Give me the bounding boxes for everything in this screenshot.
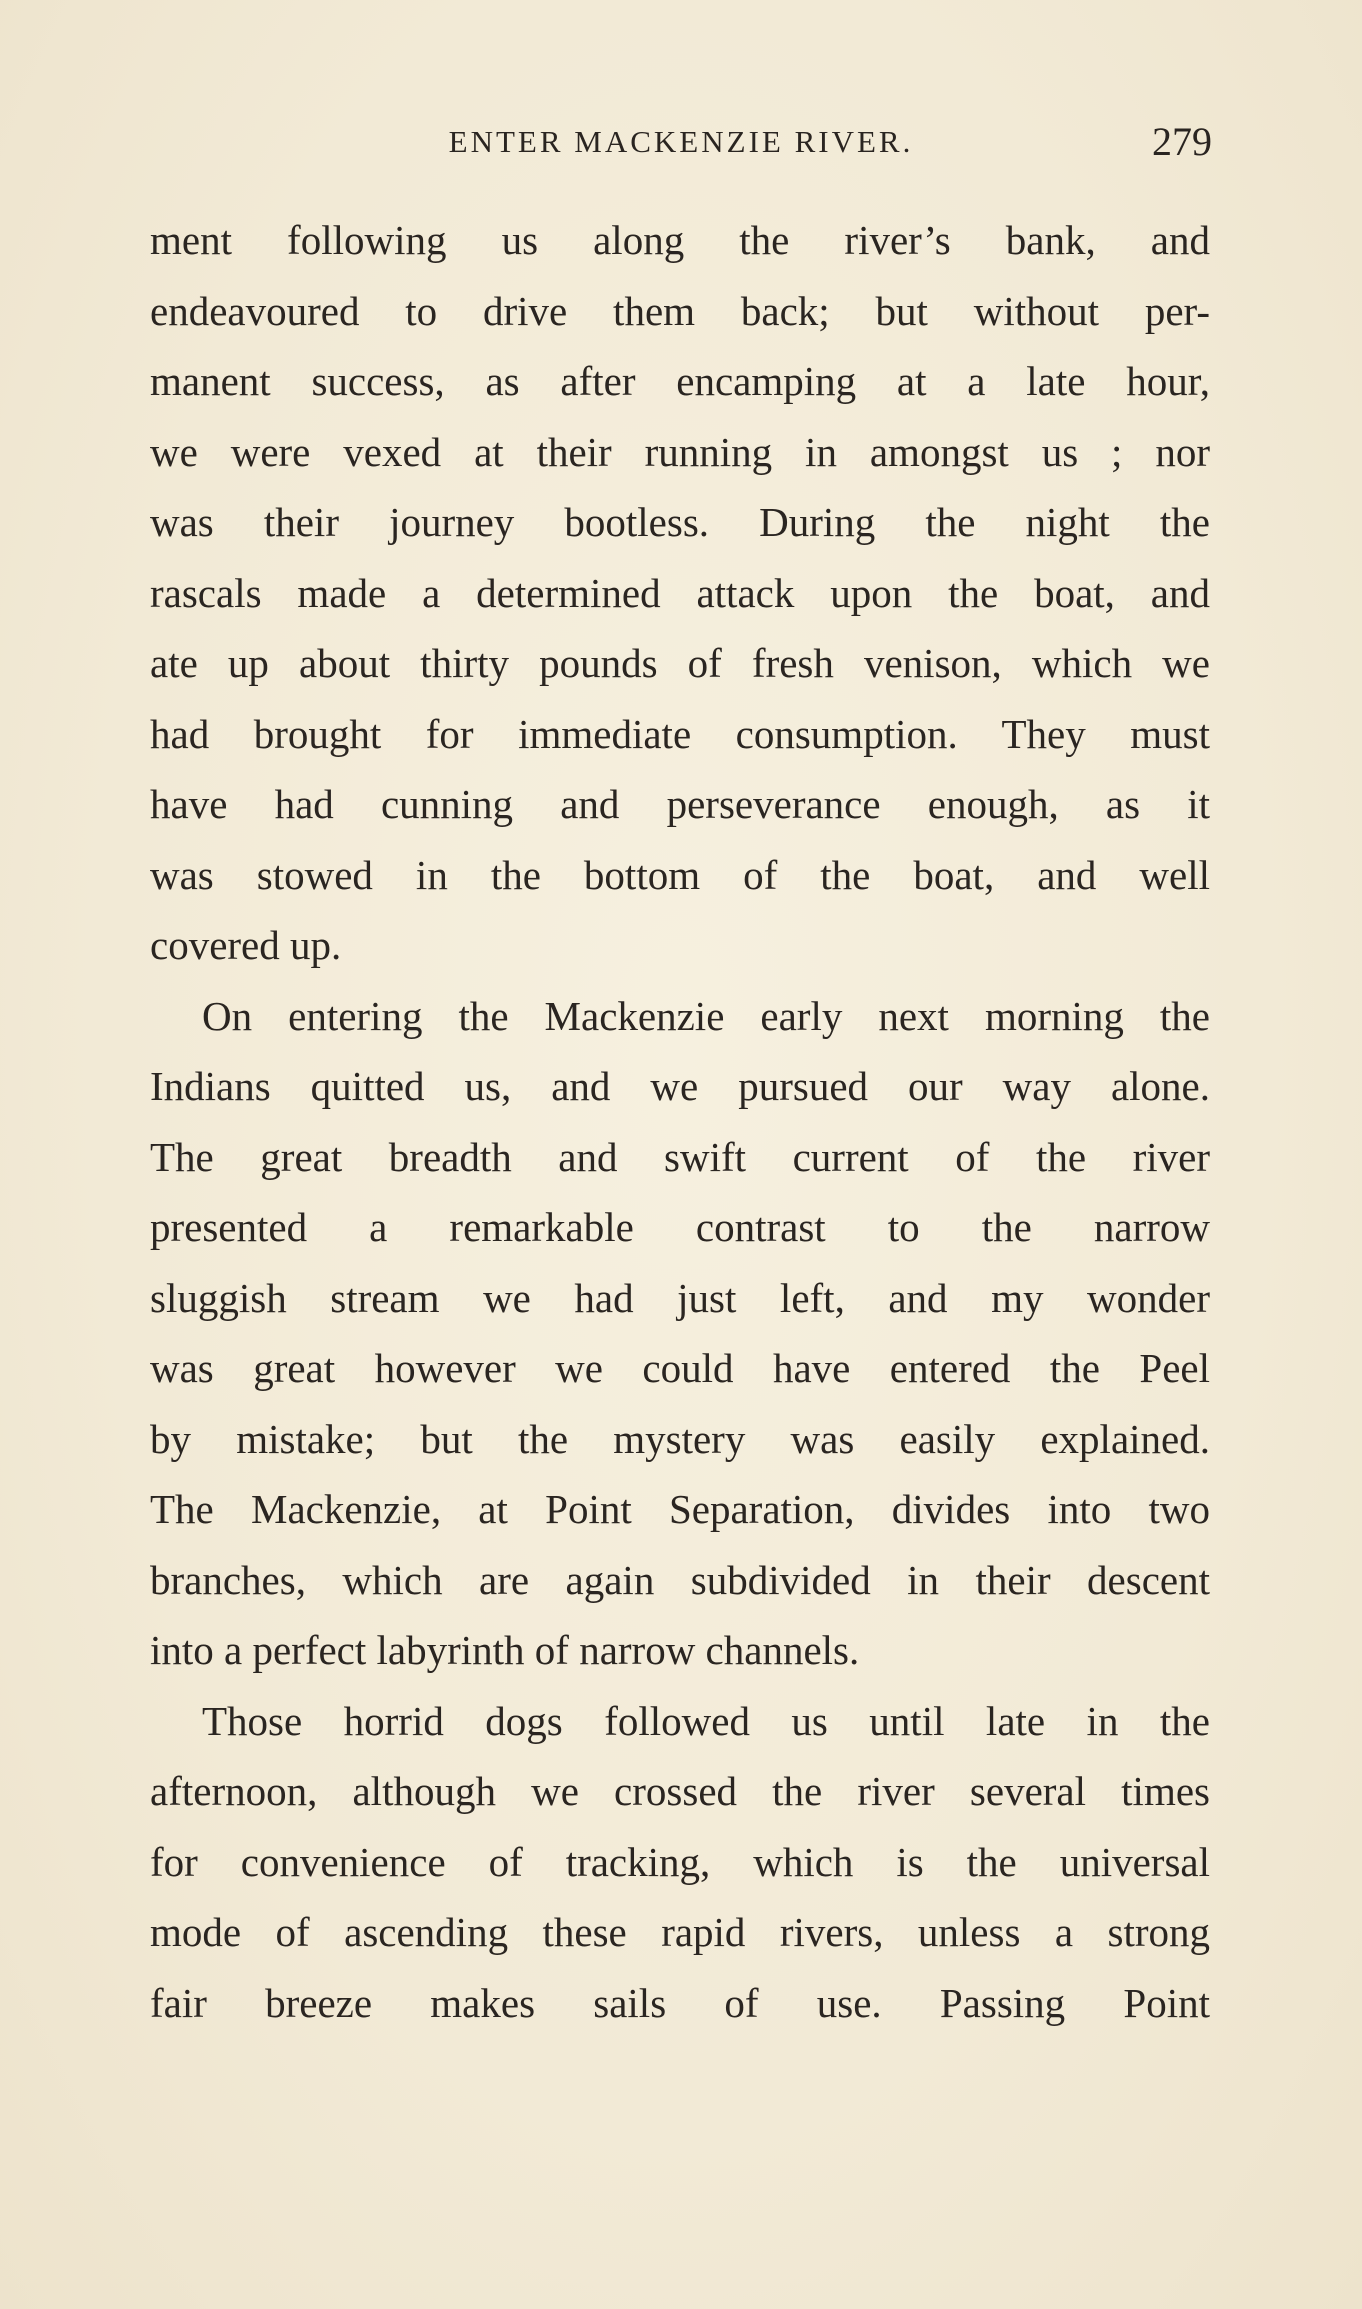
text-line: presented a remarkable contrast to the narrow <box>150 1204 1210 1250</box>
text-line: for convenience of tracking, which is the universal <box>150 1838 1210 1885</box>
text-line: The great breadth and swift current of the river <box>150 1133 1210 1180</box>
text-line: into a perfect labyrinth of narrow channels. <box>150 1627 860 1673</box>
text-line: was their journey bootless. During the night the <box>150 499 1210 545</box>
text-line: ment following us along the river’s bank, and <box>150 217 1210 263</box>
body-text <box>150 205 1210 2038</box>
text-line: had brought for immediate consumption. They must <box>150 710 1210 757</box>
text-line: have had cunning and perseverance enough, as it <box>150 781 1210 827</box>
text-line: sluggish stream we had just left, and my wonder <box>150 1274 1210 1321</box>
text-line: covered up. <box>150 922 342 968</box>
text-line: by mistake; but the mystery was easily explained. <box>150 1415 1210 1462</box>
text-line: On entering the Mackenzie early next morning the <box>202 992 1210 1039</box>
text-line: was great however we could have entered the Peel <box>150 1345 1210 1391</box>
text-line: manent success, as after encamping at a late hour, <box>150 358 1210 404</box>
text-line: was stowed in the bottom of the boat, and well <box>150 851 1210 898</box>
text-line: mode of ascending these rapid rivers, unless a strong <box>150 1909 1210 1955</box>
text-line: Those horrid dogs followed us until late in the <box>202 1697 1210 1744</box>
text-line: fair breeze makes sails of use. Passing Point <box>150 1979 1210 2026</box>
text-line: branches, which are again subdivided in their descent <box>150 1556 1210 1603</box>
running-title: ENTER MACKENZIE RIVER. <box>448 124 914 159</box>
page-number: 279 <box>1152 119 1212 164</box>
text-line: afternoon, although we crossed the river several times <box>150 1768 1210 1814</box>
text-line: endeavoured to drive them back; but without per- <box>150 287 1210 334</box>
running-head <box>150 118 1212 166</box>
text-line: rascals made a determined attack upon the boat, and <box>150 569 1210 616</box>
text-line: The Mackenzie, at Point Separation, divides into two <box>150 1486 1210 1532</box>
text-line: we were vexed at their running in amongst us ; nor <box>150 428 1210 475</box>
text-line: ate up about thirty pounds of fresh venison, which we <box>150 640 1210 686</box>
text-line: Indians quitted us, and we pursued our way alone. <box>150 1063 1210 1109</box>
